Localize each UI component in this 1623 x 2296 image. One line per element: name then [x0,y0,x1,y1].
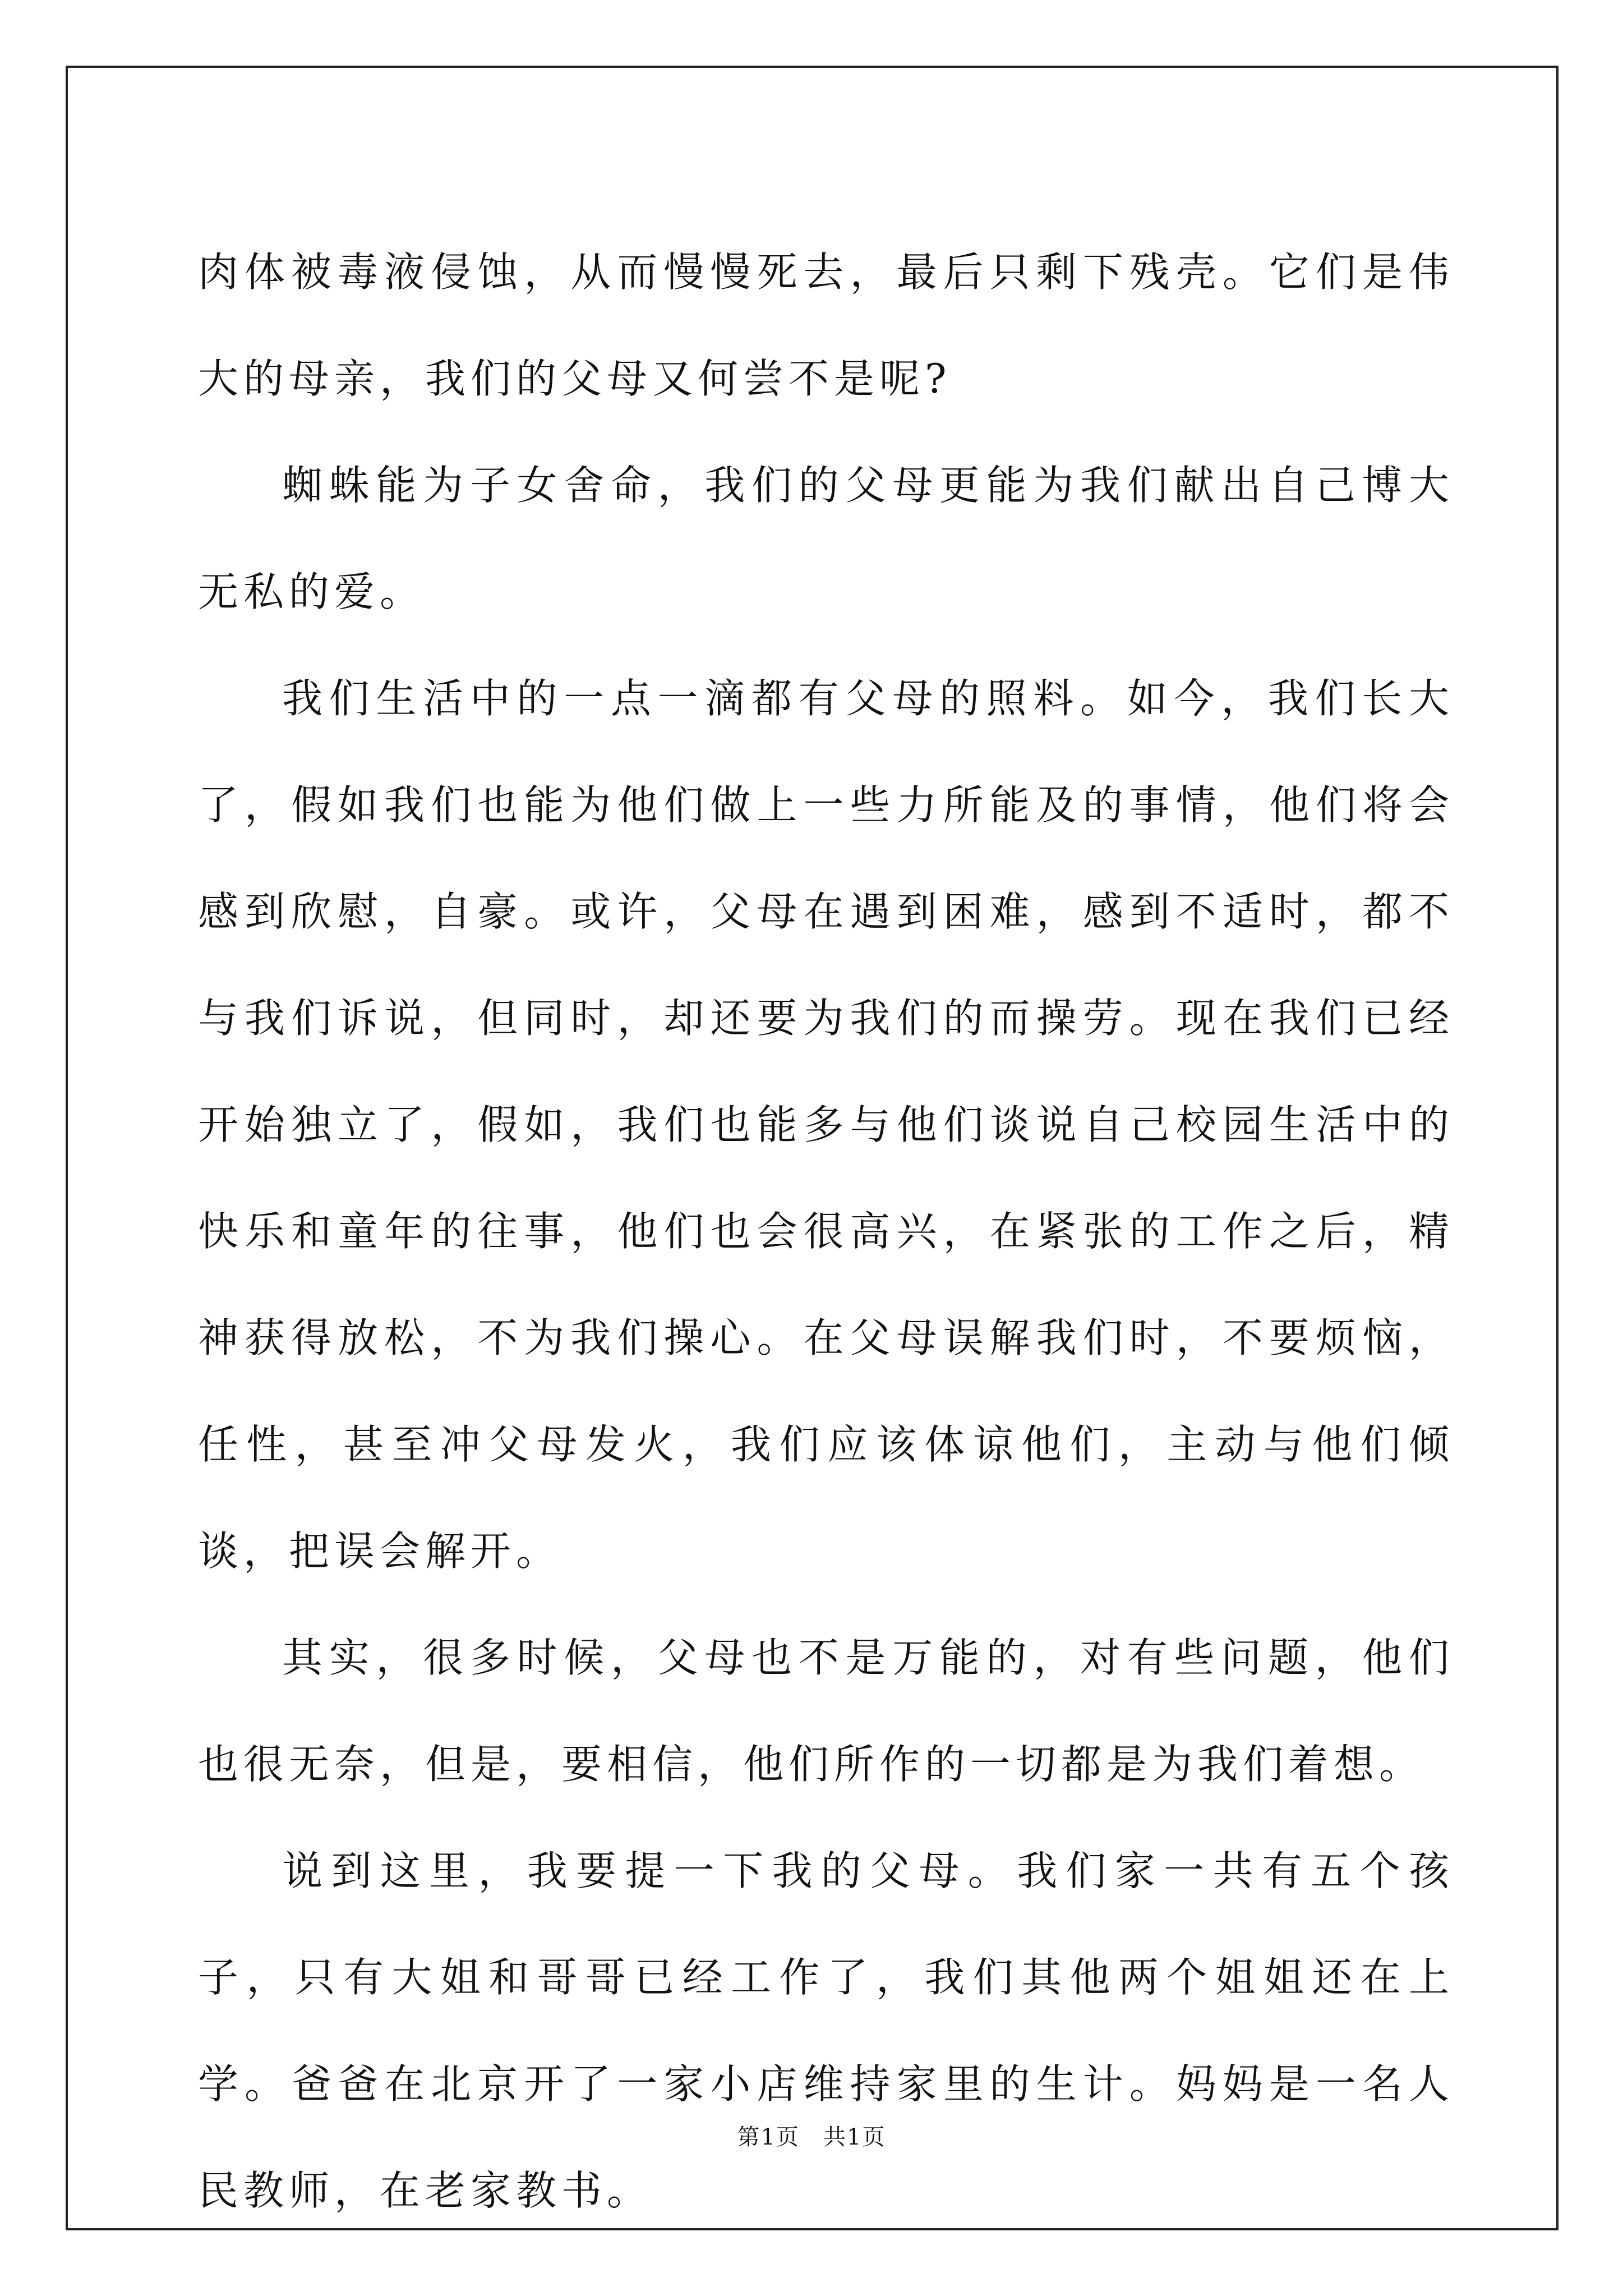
paragraph-5: 说到这里，我要提一下我的父母。我们家一共有五个孩子，只有大姐和哥哥已经工作了，我们其他两个姐姐还在上学。爸爸在北京开了一家小店维持家里的生计。妈妈是一名人民教师，在老家教书。 [198,1847,1454,2214]
paragraph-2: 蜘蛛能为子女舍命，我们的父母更能为我们献出自己博大无私的爱。 [198,462,1454,615]
document-body [198,219,1454,2244]
paragraph-4: 其实，很多时候，父母也不是万能的，对有些问题，他们也很无奈，但是，要相信，他们所作的一切都是为我们着想。 [198,1634,1454,1788]
page-number-footer: 第1页 共1页 [737,2124,886,2150]
paragraph-3: 我们生活中的一点一滴都有父母的照料。如今，我们长大了，假如我们也能为他们做上一些力所能及的事情，他们将会感到欣慰，自豪。或许，父母在遇到困难，感到不适时，都不与我们诉说，但同时，却还要为我们的而操劳。现在我们已经开始独立了，假如，我们也能多与他们谈说自己校园生活中的快乐和童年的往事，他们也会很高兴，在紧张的工作之后，精神获得放松，不为我们操心。在父母误解我们时，不要烦恼，任性，甚至冲父母发火，我们应该体谅他们，主动与他们倾谈，把误会解开。 [198,675,1454,1575]
paragraph-1: 肉体被毒液侵蚀，从而慢慢死去，最后只剩下残壳。它们是伟大的母亲，我们的父母又何尝不是呢? [198,249,1454,402]
